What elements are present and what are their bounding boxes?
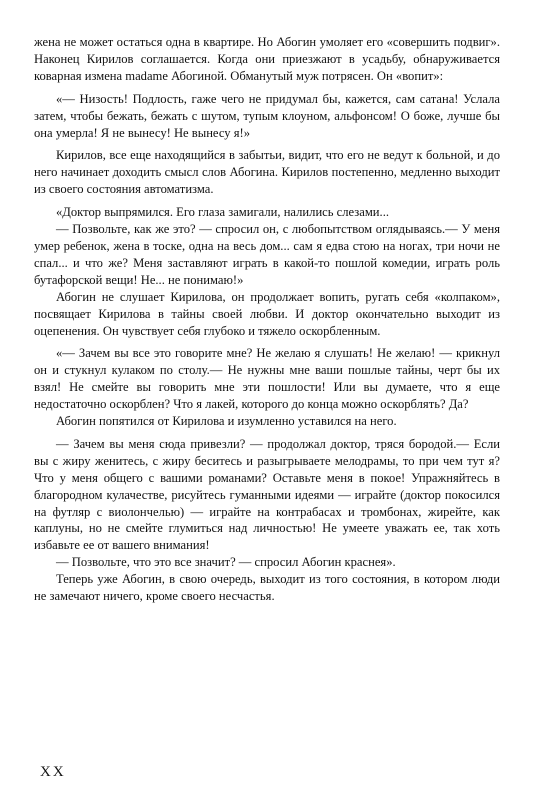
paragraph: «— Низость! Подлость, гаже чего не придумал бы, кажется, сам сатана! Услала затем, чтобы бежать, бежать с шутом, тупым клоуном, альфонсом! О боже, лучше бы она умерла! Я не вынесу! Не вынесу я!»	[34, 91, 500, 140]
paragraph: жена не может остаться одна в квартире. Но Абогин умоляет его «совершить подвиг». Наконец Кирилов соглашается. Когда они приезжают в усадьбу, обнаруживается коварная измена madame Абогиной. Обманутый муж потрясен. Он «вопит»:	[34, 35, 500, 83]
paragraph: Теперь уже Абогин, в свою очередь, выходит из того состояния, в котором люди не замечают ничего, кроме своего несчастья.	[34, 572, 500, 604]
paragraph: «Доктор выпрямился. Его глаза замигали, налились слезами...	[56, 205, 389, 220]
paragraph: — Позвольте, что это все значит? — спросил Абогин краснея».	[56, 555, 396, 570]
paragraph: — Зачем вы меня сюда привезли? — продолжал доктор, тряся бородой.— Если вы с жиру женитесь, с жиру беситесь и разыгрываете мелодрамы, то при чем тут я? Что у меня общего с вашими романами? Оставьте меня в покое! Упражняйтесь в благородном кулачестве, рисуйтесь гуманными идеями — играйте (доктор покосился на футляр с виолончелью) — играйте на контрабасах и тромбонах, жирейте, как каплуны, но не смейте глумиться над личностью! Не умеете уважать ее, так хоть избавьте ее от вашего внимания!	[34, 436, 500, 553]
page-number: XX	[40, 764, 66, 780]
paragraph: Абогин не слушает Кирилова, он продолжает вопить, ругать себя «колпаком», посвящает Кирилова в тайны своей любви. И доктор окончательно выходит из оцепенения. Он чувствует себя глубоко и тяжело оскорбленным.	[34, 289, 500, 338]
paragraph: Кирилов, все еще находящийся в забытьи, видит, что его не ведут к больной, и до него начинает доходить смысл слов Абогина. Кирилов постепенно, медленно выходит из своего состояния автоматизма.	[34, 148, 500, 197]
paragraph: «— Зачем вы все это говорите мне? Не желаю я слушать! Не желаю! — крикнул он и стукнул кулаком по столу.— Не нужны мне ваши пошлые тайны, черт бы их взял! Не смейте вы говорить мне эти пошлости! Или вы думаете, что я еще недостаточно оскорблен? Что я лакей, которого до конца можно оскорблять? Да?	[34, 346, 500, 412]
paragraph: Абогин попятился от Кирилова и изумленно уставился на него.	[56, 414, 397, 429]
page-body	[34, 34, 500, 605]
paragraph: — Позвольте, как же это? — спросил он, с любопытством оглядываясь.— У меня умер ребенок, жена в тоске, одна на весь дом... сам я едва стою на ногах, три ночи не спал... и что же? Меня заставляют играть в какой-то пошлой комедии, играть роль бутафорской вещи! Не... не понимаю!»	[34, 222, 500, 287]
